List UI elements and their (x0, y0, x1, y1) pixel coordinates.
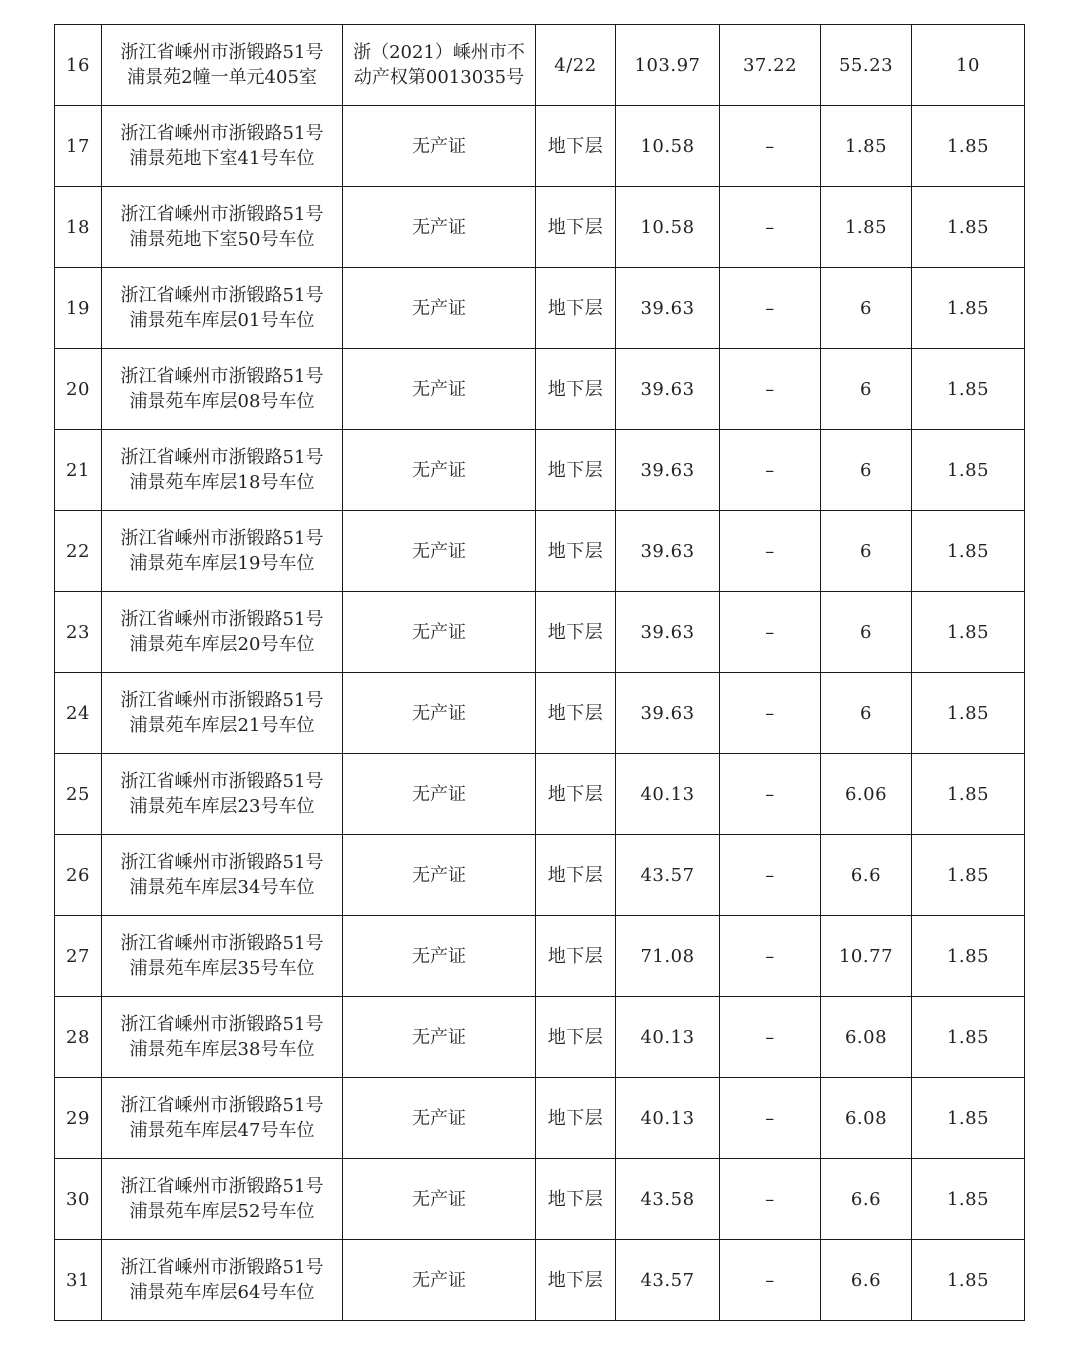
table-row (55, 511, 1025, 592)
value-col5-cell: – (720, 349, 821, 430)
certificate-line-2: 动产权第0013035号 (353, 67, 525, 88)
address-line-2: 浦景苑车库层52号车位 (129, 1201, 315, 1222)
address-cell (102, 673, 343, 754)
floor-cell: 地下层 (536, 592, 616, 673)
table-row (55, 106, 1025, 187)
floor-cell: 地下层 (536, 1240, 616, 1321)
address-line-1: 浙江省嵊州市浙锻路51号 (120, 528, 324, 549)
area-cell: 39.63 (616, 268, 720, 349)
table-row (55, 268, 1025, 349)
value-col6-cell: 6.6 (821, 1240, 912, 1321)
address-cell (102, 916, 343, 997)
area-cell: 40.13 (616, 997, 720, 1078)
certificate-line-1: 无产证 (412, 378, 466, 400)
address-line-1: 浙江省嵊州市浙锻路51号 (120, 285, 324, 306)
value-col5-cell: – (720, 1159, 821, 1240)
table-row (55, 997, 1025, 1078)
floor-cell: 地下层 (536, 835, 616, 916)
area-cell: 10.58 (616, 106, 720, 187)
area-cell: 39.63 (616, 592, 720, 673)
address-line-2: 浦景苑地下室50号车位 (129, 229, 315, 250)
address-cell (102, 1159, 343, 1240)
row-number-cell: 21 (55, 430, 102, 511)
certificate-cell (343, 1159, 536, 1240)
address-line-2: 浦景苑车库层35号车位 (129, 958, 315, 979)
address-cell (102, 430, 343, 511)
row-number-cell: 30 (55, 1159, 102, 1240)
table-row (55, 430, 1025, 511)
address-cell (102, 835, 343, 916)
value-col6-cell: 10.77 (821, 916, 912, 997)
floor-cell: 地下层 (536, 430, 616, 511)
row-number-cell: 25 (55, 754, 102, 835)
value-col5-cell: – (720, 592, 821, 673)
certificate-line-1: 无产证 (412, 621, 466, 643)
certificate-cell (343, 268, 536, 349)
certificate-cell (343, 916, 536, 997)
area-cell: 43.57 (616, 1240, 720, 1321)
area-cell: 39.63 (616, 430, 720, 511)
area-cell: 10.58 (616, 187, 720, 268)
table-row (55, 916, 1025, 997)
address-line-1: 浙江省嵊州市浙锻路51号 (120, 933, 324, 954)
value-col6-cell: 6 (821, 511, 912, 592)
area-cell: 39.63 (616, 349, 720, 430)
floor-cell: 地下层 (536, 511, 616, 592)
certificate-cell (343, 673, 536, 754)
area-cell: 43.57 (616, 835, 720, 916)
table-row (55, 673, 1025, 754)
table-row (55, 187, 1025, 268)
value-col5-cell: – (720, 916, 821, 997)
property-table (54, 24, 1025, 1321)
row-number-cell: 17 (55, 106, 102, 187)
certificate-cell (343, 106, 536, 187)
row-number-cell: 16 (55, 25, 102, 106)
certificate-line-1: 浙（2021）嵊州市不 (353, 42, 525, 63)
value-col5-cell: – (720, 187, 821, 268)
address-line-1: 浙江省嵊州市浙锻路51号 (120, 1095, 324, 1116)
certificate-cell (343, 1078, 536, 1159)
value-col6-cell: 1.85 (821, 187, 912, 268)
row-number-cell: 27 (55, 916, 102, 997)
certificate-line-1: 无产证 (412, 216, 466, 238)
certificate-line-1: 无产证 (412, 297, 466, 319)
row-number-cell: 20 (55, 349, 102, 430)
address-line-1: 浙江省嵊州市浙锻路51号 (120, 123, 324, 144)
certificate-line-1: 无产证 (412, 702, 466, 724)
value-col6-cell: 6 (821, 268, 912, 349)
value-col7-cell: 1.85 (912, 187, 1025, 268)
address-cell (102, 187, 343, 268)
certificate-line-1: 无产证 (412, 1269, 466, 1291)
value-col5-cell: – (720, 997, 821, 1078)
value-col5-cell: – (720, 835, 821, 916)
certificate-line-1: 无产证 (412, 459, 466, 481)
address-line-1: 浙江省嵊州市浙锻路51号 (120, 1257, 324, 1278)
area-cell: 39.63 (616, 511, 720, 592)
row-number-cell: 31 (55, 1240, 102, 1321)
address-line-1: 浙江省嵊州市浙锻路51号 (120, 1014, 324, 1035)
floor-cell: 地下层 (536, 673, 616, 754)
certificate-cell (343, 511, 536, 592)
area-cell: 39.63 (616, 673, 720, 754)
address-cell (102, 106, 343, 187)
value-col7-cell: 1.85 (912, 1240, 1025, 1321)
address-line-2: 浦景苑车库层19号车位 (129, 553, 315, 574)
certificate-line-1: 无产证 (412, 945, 466, 967)
row-number-cell: 22 (55, 511, 102, 592)
floor-cell: 地下层 (536, 106, 616, 187)
certificate-line-1: 无产证 (412, 1026, 466, 1048)
value-col7-cell: 1.85 (912, 268, 1025, 349)
certificate-cell (343, 430, 536, 511)
address-line-2: 浦景苑车库层01号车位 (129, 310, 315, 331)
floor-cell: 地下层 (536, 754, 616, 835)
address-line-2: 浦景苑车库层21号车位 (129, 715, 315, 736)
value-col6-cell: 6 (821, 592, 912, 673)
area-cell: 103.97 (616, 25, 720, 106)
value-col6-cell: 6.6 (821, 1159, 912, 1240)
value-col7-cell: 1.85 (912, 349, 1025, 430)
certificate-cell (343, 349, 536, 430)
table-row (55, 835, 1025, 916)
address-line-1: 浙江省嵊州市浙锻路51号 (120, 852, 324, 873)
address-line-2: 浦景苑2幢一单元405室 (127, 67, 317, 88)
address-line-2: 浦景苑车库层18号车位 (129, 472, 315, 493)
address-line-2: 浦景苑地下室41号车位 (129, 148, 315, 169)
address-line-1: 浙江省嵊州市浙锻路51号 (120, 447, 324, 468)
value-col6-cell: 6.6 (821, 835, 912, 916)
value-col5-cell: – (720, 1078, 821, 1159)
table-row (55, 1078, 1025, 1159)
certificate-line-1: 无产证 (412, 783, 466, 805)
address-line-2: 浦景苑车库层23号车位 (129, 796, 315, 817)
value-col7-cell: 1.85 (912, 916, 1025, 997)
area-cell: 40.13 (616, 1078, 720, 1159)
floor-cell: 地下层 (536, 349, 616, 430)
value-col6-cell: 6 (821, 430, 912, 511)
value-col7-cell: 1.85 (912, 997, 1025, 1078)
area-cell: 71.08 (616, 916, 720, 997)
certificate-cell (343, 835, 536, 916)
address-cell (102, 1078, 343, 1159)
address-cell (102, 511, 343, 592)
table-body (55, 25, 1025, 1321)
value-col7-cell: 1.85 (912, 106, 1025, 187)
address-cell (102, 754, 343, 835)
value-col6-cell: 6 (821, 673, 912, 754)
table-row (55, 1240, 1025, 1321)
certificate-cell (343, 754, 536, 835)
table-row (55, 25, 1025, 106)
value-col5-cell: 37.22 (720, 25, 821, 106)
certificate-cell (343, 997, 536, 1078)
floor-cell: 地下层 (536, 187, 616, 268)
floor-cell: 地下层 (536, 268, 616, 349)
value-col5-cell: – (720, 754, 821, 835)
value-col5-cell: – (720, 430, 821, 511)
certificate-line-1: 无产证 (412, 864, 466, 886)
row-number-cell: 23 (55, 592, 102, 673)
value-col5-cell: – (720, 268, 821, 349)
address-cell (102, 997, 343, 1078)
value-col7-cell: 1.85 (912, 1078, 1025, 1159)
certificate-cell (343, 1240, 536, 1321)
certificate-cell (343, 592, 536, 673)
address-line-1: 浙江省嵊州市浙锻路51号 (120, 1176, 324, 1197)
value-col7-cell: 1.85 (912, 1159, 1025, 1240)
table-row (55, 1159, 1025, 1240)
value-col7-cell: 1.85 (912, 430, 1025, 511)
value-col5-cell: – (720, 673, 821, 754)
address-line-2: 浦景苑车库层47号车位 (129, 1120, 315, 1141)
address-cell (102, 1240, 343, 1321)
value-col7-cell: 1.85 (912, 835, 1025, 916)
value-col7-cell: 1.85 (912, 673, 1025, 754)
value-col6-cell: 6.08 (821, 1078, 912, 1159)
area-cell: 40.13 (616, 754, 720, 835)
floor-cell: 地下层 (536, 997, 616, 1078)
address-line-1: 浙江省嵊州市浙锻路51号 (120, 690, 324, 711)
value-col7-cell: 10 (912, 25, 1025, 106)
floor-cell: 地下层 (536, 1078, 616, 1159)
row-number-cell: 28 (55, 997, 102, 1078)
value-col6-cell: 6 (821, 349, 912, 430)
value-col6-cell: 55.23 (821, 25, 912, 106)
address-line-2: 浦景苑车库层38号车位 (129, 1039, 315, 1060)
address-line-1: 浙江省嵊州市浙锻路51号 (120, 771, 324, 792)
address-cell (102, 268, 343, 349)
table-row (55, 349, 1025, 430)
floor-cell: 地下层 (536, 916, 616, 997)
value-col5-cell: – (720, 511, 821, 592)
address-cell (102, 25, 343, 106)
value-col7-cell: 1.85 (912, 511, 1025, 592)
address-line-1: 浙江省嵊州市浙锻路51号 (120, 366, 324, 387)
table-row (55, 592, 1025, 673)
floor-cell: 地下层 (536, 1159, 616, 1240)
area-cell: 43.58 (616, 1159, 720, 1240)
row-number-cell: 26 (55, 835, 102, 916)
address-cell (102, 349, 343, 430)
value-col7-cell: 1.85 (912, 754, 1025, 835)
address-line-2: 浦景苑车库层08号车位 (129, 391, 315, 412)
certificate-line-1: 无产证 (412, 1188, 466, 1210)
row-number-cell: 29 (55, 1078, 102, 1159)
address-cell (102, 592, 343, 673)
address-line-1: 浙江省嵊州市浙锻路51号 (120, 609, 324, 630)
value-col6-cell: 6.08 (821, 997, 912, 1078)
address-line-1: 浙江省嵊州市浙锻路51号 (120, 204, 324, 225)
value-col5-cell: – (720, 1240, 821, 1321)
row-number-cell: 18 (55, 187, 102, 268)
floor-cell: 4/22 (536, 25, 616, 106)
row-number-cell: 24 (55, 673, 102, 754)
table-row (55, 754, 1025, 835)
address-line-2: 浦景苑车库层20号车位 (129, 634, 315, 655)
certificate-cell (343, 187, 536, 268)
value-col5-cell: – (720, 106, 821, 187)
certificate-line-1: 无产证 (412, 1107, 466, 1129)
value-col6-cell: 6.06 (821, 754, 912, 835)
address-line-2: 浦景苑车库层34号车位 (129, 877, 315, 898)
value-col6-cell: 1.85 (821, 106, 912, 187)
row-number-cell: 19 (55, 268, 102, 349)
certificate-line-1: 无产证 (412, 540, 466, 562)
certificate-line-1: 无产证 (412, 135, 466, 157)
address-line-1: 浙江省嵊州市浙锻路51号 (120, 42, 324, 63)
value-col7-cell: 1.85 (912, 592, 1025, 673)
certificate-cell (343, 25, 536, 106)
address-line-2: 浦景苑车库层64号车位 (129, 1282, 315, 1303)
